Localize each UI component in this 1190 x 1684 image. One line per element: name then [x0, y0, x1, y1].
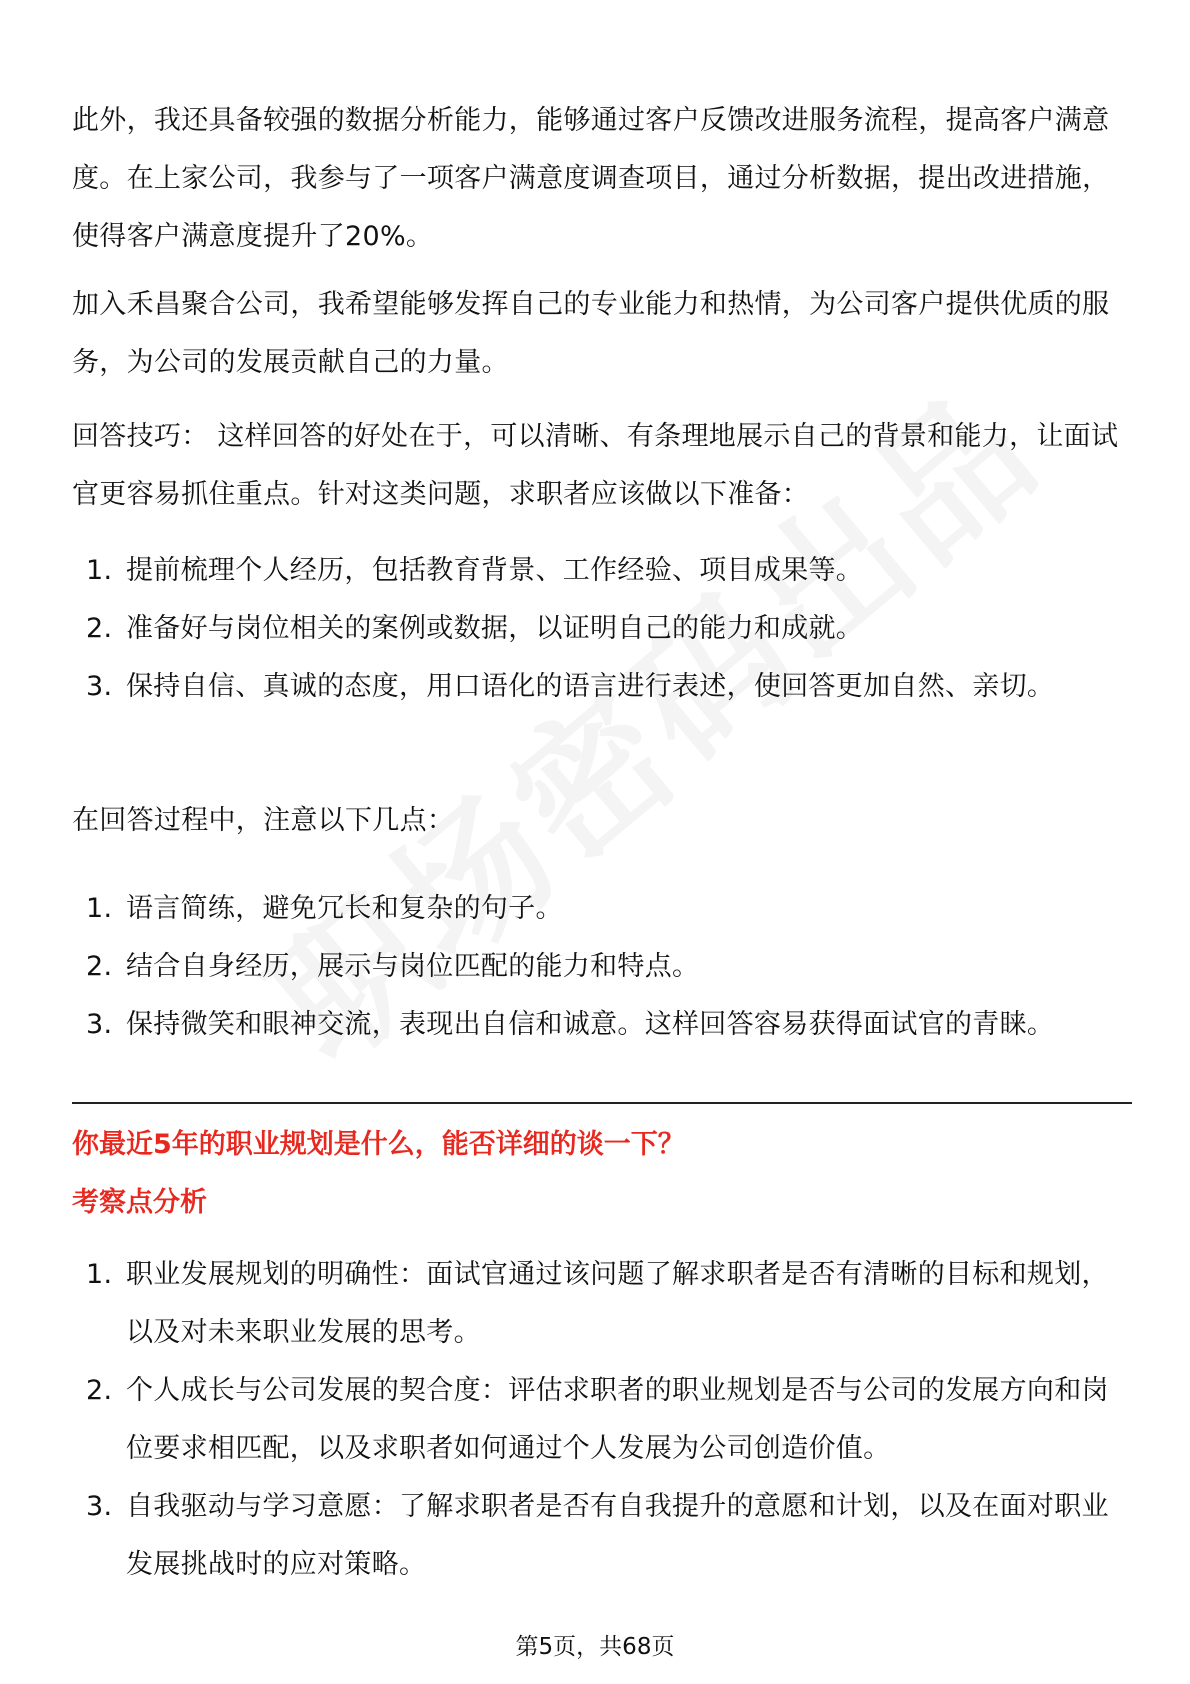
analysis-list [72, 1246, 1132, 1594]
list-item [72, 658, 1132, 716]
list-number: 3. [86, 1009, 113, 1040]
paragraph-answer-tips: 回答技巧： 这样回答的好处在于，可以清晰、有条理地展示自己的背景和能力，让面试官更容易抓住重点。针对这类问题，求职者应该做以下准备： [72, 421, 1119, 510]
list-text: 保持微笑和眼神交流，表现出自信和诚意。这样回答容易获得面试官的青睐。 [126, 1009, 1055, 1040]
list-text: 提前梳理个人经历，包括教育背景、工作经验、项目成果等。 [126, 555, 864, 586]
list-text: 准备好与岗位相关的案例或数据，以证明自己的能力和成就。 [126, 613, 864, 644]
question-heading: 你最近5年的职业规划是什么，能否详细的谈一下？ [72, 1129, 685, 1160]
list-number: 1. [86, 555, 113, 586]
list-item [72, 1362, 1132, 1478]
list-item [72, 1246, 1132, 1362]
list-item [72, 542, 1132, 600]
list-number: 3. [86, 1491, 113, 1522]
paragraph-data-analysis: 此外，我还具备较强的数据分析能力，能够通过客户反馈改进服务流程，提高客户满意度。在上家公司，我参与了一项客户满意度调查项目，通过分析数据，提出改进措施，使得客户满意度提升了20%。 [72, 105, 1110, 252]
list-text: 保持自信、真诚的态度，用口语化的语言进行表述，使回答更加自然、亲切。 [126, 671, 1055, 702]
list-item [72, 600, 1132, 658]
list-number: 1. [86, 1259, 113, 1290]
list-text: 结合自身经历，展示与岗位匹配的能力和特点。 [126, 951, 700, 982]
list-item [72, 996, 1132, 1054]
section-divider [72, 1102, 1132, 1104]
analysis-heading: 考察点分析 [72, 1187, 207, 1218]
list-text: 自我驱动与学习意愿：了解求职者是否有自我提升的意愿和计划，以及在面对职业发展挑战时的应对策略。 [126, 1491, 1109, 1580]
list-item [72, 1478, 1132, 1594]
page-footer: 第5页，共68页 [515, 1634, 675, 1660]
notes-intro: 在回答过程中，注意以下几点： [72, 805, 455, 836]
list-number: 2. [86, 613, 113, 644]
list-number: 1. [86, 893, 113, 924]
list-text: 个人成长与公司发展的契合度：评估求职者的职业规划是否与公司的发展方向和岗位要求相匹配，以及求职者如何通过个人发展为公司创造价值。 [126, 1375, 1109, 1464]
list-text: 职业发展规划的明确性：面试官通过该问题了解求职者是否有清晰的目标和规划，以及对未来职业发展的思考。 [126, 1259, 1109, 1348]
notes-list [72, 880, 1132, 1054]
list-number: 3. [86, 671, 113, 702]
list-number: 2. [86, 951, 113, 982]
list-text: 语言简练，避免冗长和复杂的句子。 [126, 893, 563, 924]
prep-list [72, 542, 1132, 716]
list-number: 2. [86, 1375, 113, 1406]
list-item [72, 880, 1132, 938]
paragraph-join-company: 加入禾昌聚合公司，我希望能够发挥自己的专业能力和热情，为公司客户提供优质的服务，为公司的发展贡献自己的力量。 [72, 289, 1110, 378]
list-item [72, 938, 1132, 996]
